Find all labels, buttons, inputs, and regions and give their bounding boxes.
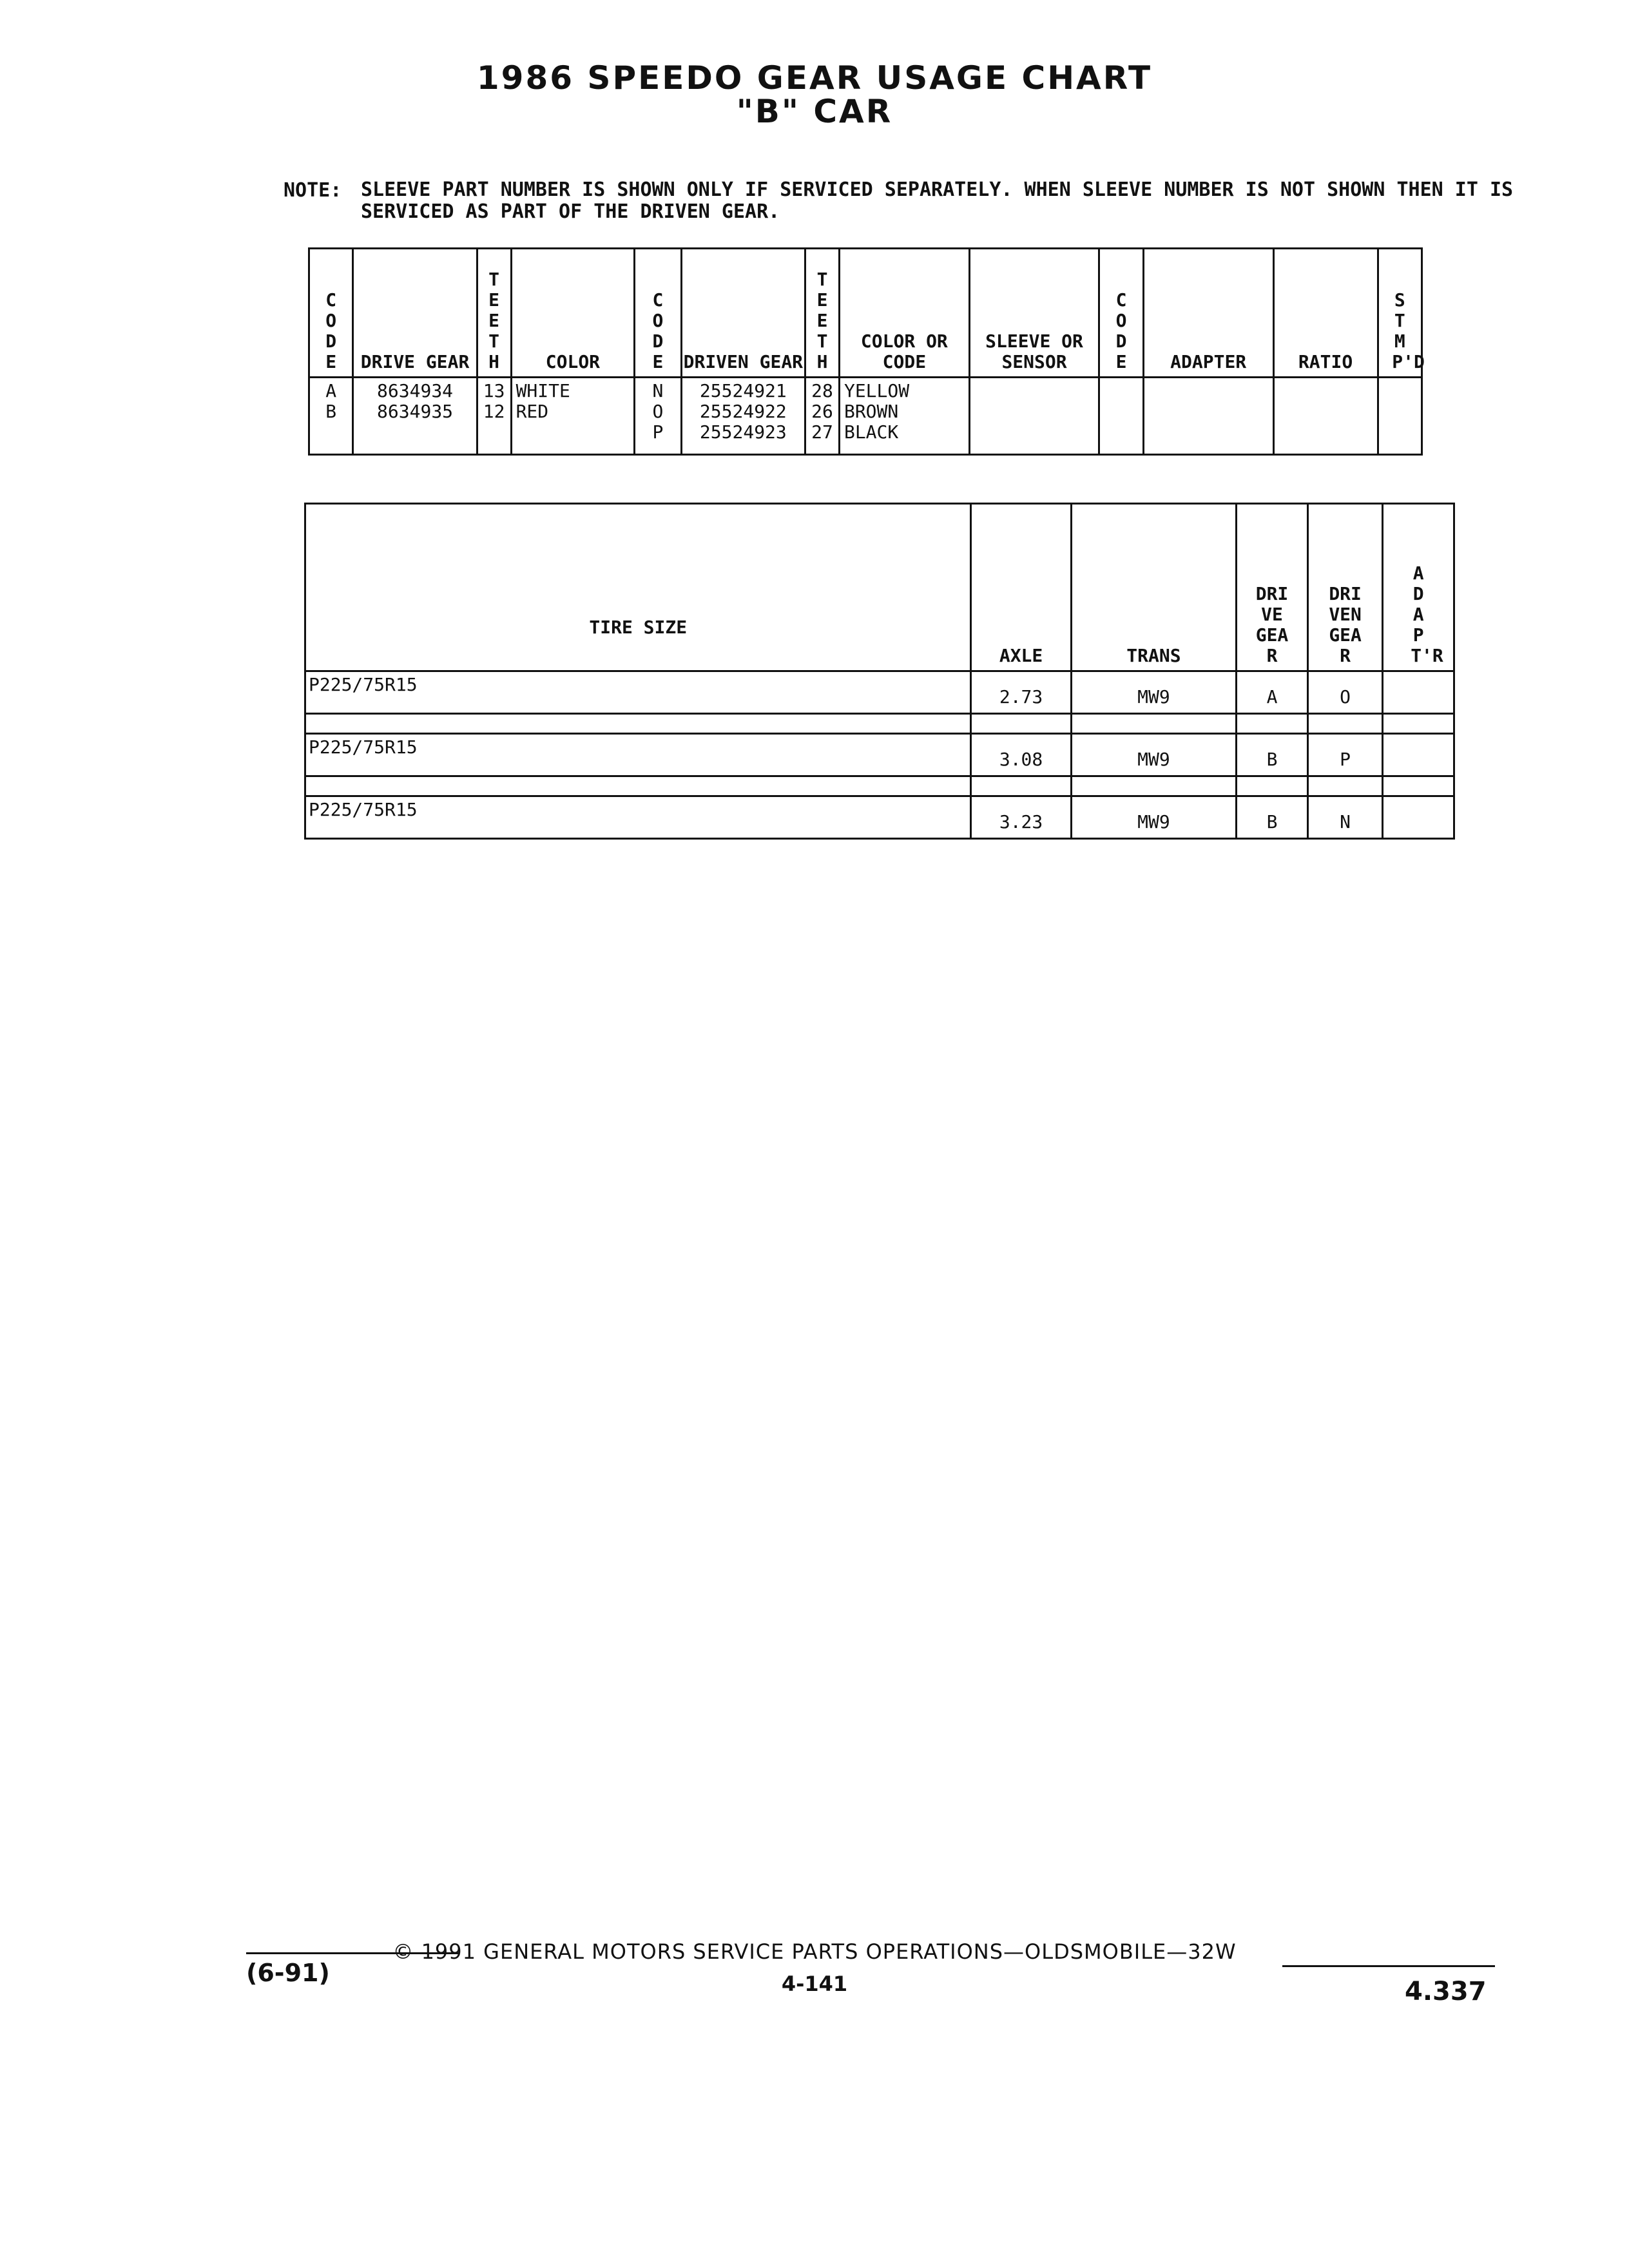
header-stmpd: STMP'D	[1378, 249, 1422, 378]
header-driven-gear-vert: DRIVEN GEAR	[1307, 504, 1383, 671]
tire-size-cell: P225/75R15	[305, 671, 971, 714]
header-adaptr: ADAPT'R	[1383, 504, 1454, 671]
header-driven-gear: DRIVEN GEAR	[681, 249, 805, 378]
tire-usage-table	[304, 503, 1455, 840]
drive-gear-cell: B	[1237, 796, 1308, 839]
driven-teeth-cell: 28 26 27	[805, 378, 840, 455]
adapter-cell	[1383, 671, 1454, 714]
axle-cell: 2.73	[971, 671, 1071, 714]
footer-section-number: 4.337	[1405, 1977, 1487, 2006]
note-text: SLEEVE PART NUMBER IS SHOWN ONLY IF SERVICED SEPARATELY. WHEN SLEEVE NUMBER IS NOT SHOWN THEN IT IS SERVICED AS PART OF THE DRIVEN GEAR.	[361, 178, 1514, 223]
footer-date: (6-91)	[246, 1959, 330, 1987]
tire-size-cell: P225/75R15	[305, 796, 971, 839]
drive-teeth-cell: 13 12	[477, 378, 511, 455]
adapter-cell	[1383, 796, 1454, 839]
header-code: CODE	[309, 249, 353, 378]
axle-cell: 3.08	[971, 734, 1071, 776]
header-ratio: RATIO	[1273, 249, 1378, 378]
gear-spec-table	[308, 247, 1423, 456]
sleeve-cell	[969, 378, 1099, 455]
header-trans: TRANS	[1071, 504, 1237, 671]
footer-rule-right	[1282, 1965, 1495, 1967]
header-color: COLOR	[511, 249, 635, 378]
note-label: NOTE:	[284, 179, 342, 202]
driven-codes-cell: N O P	[635, 378, 681, 455]
header-tire-size: TIRE SIZE	[305, 504, 971, 671]
spacer-row	[305, 776, 1454, 796]
header-color-or-code: COLOR OR CODE	[839, 249, 969, 378]
header-adapter: ADAPTER	[1143, 249, 1273, 378]
table-row	[305, 796, 1454, 839]
stmpd-cell	[1378, 378, 1422, 455]
driven-gear-cell: O	[1307, 671, 1383, 714]
drive-gear-cell: A	[1237, 671, 1308, 714]
header-sleeve-or-sensor: SLEEVE OR SENSOR	[969, 249, 1099, 378]
header-sleeve-code: CODE	[1099, 249, 1143, 378]
drive-codes-cell: A B	[309, 378, 353, 455]
driven-gear-cell: P	[1307, 734, 1383, 776]
driven-colors-cell: YELLOW BROWN BLACK	[839, 378, 969, 455]
trans-cell: MW9	[1071, 796, 1237, 839]
trans-cell: MW9	[1071, 671, 1237, 714]
drive-gear-cell: B	[1237, 734, 1308, 776]
driven-gear-cell: N	[1307, 796, 1383, 839]
drive-colors-cell: WHITE RED	[511, 378, 635, 455]
axle-cell: 3.23	[971, 796, 1071, 839]
footer-page-number: 4-141	[781, 1972, 848, 1996]
trans-cell: MW9	[1071, 734, 1237, 776]
table-row	[305, 671, 1454, 714]
footer-copyright: © 1991 GENERAL MOTORS SERVICE PARTS OPERATIONS—OLDSMOBILE—32W	[392, 1939, 1237, 1964]
header-drive-gear: DRIVE GEAR	[353, 249, 477, 378]
chart-title: 1986 SPEEDO GEAR USAGE CHART	[476, 59, 1153, 97]
chart-subtitle: "B" CAR	[736, 93, 893, 130]
driven-gears-cell: 25524921 25524922 25524923	[681, 378, 805, 455]
ratio-cell	[1273, 378, 1378, 455]
tire-size-cell: P225/75R15	[305, 734, 971, 776]
header-teeth: TEETH	[477, 249, 511, 378]
header-axle: AXLE	[971, 504, 1071, 671]
header-driven-teeth: TEETH	[805, 249, 840, 378]
sleeve-code-cell	[1099, 378, 1143, 455]
header-drive-gear-vert: DRIVE GEAR	[1237, 504, 1308, 671]
table-row	[305, 734, 1454, 776]
spacer-row	[305, 714, 1454, 734]
drive-gears-cell: 8634934 8634935	[353, 378, 477, 455]
adapter-cell	[1143, 378, 1273, 455]
header-driven-code: CODE	[635, 249, 681, 378]
adapter-cell	[1383, 734, 1454, 776]
